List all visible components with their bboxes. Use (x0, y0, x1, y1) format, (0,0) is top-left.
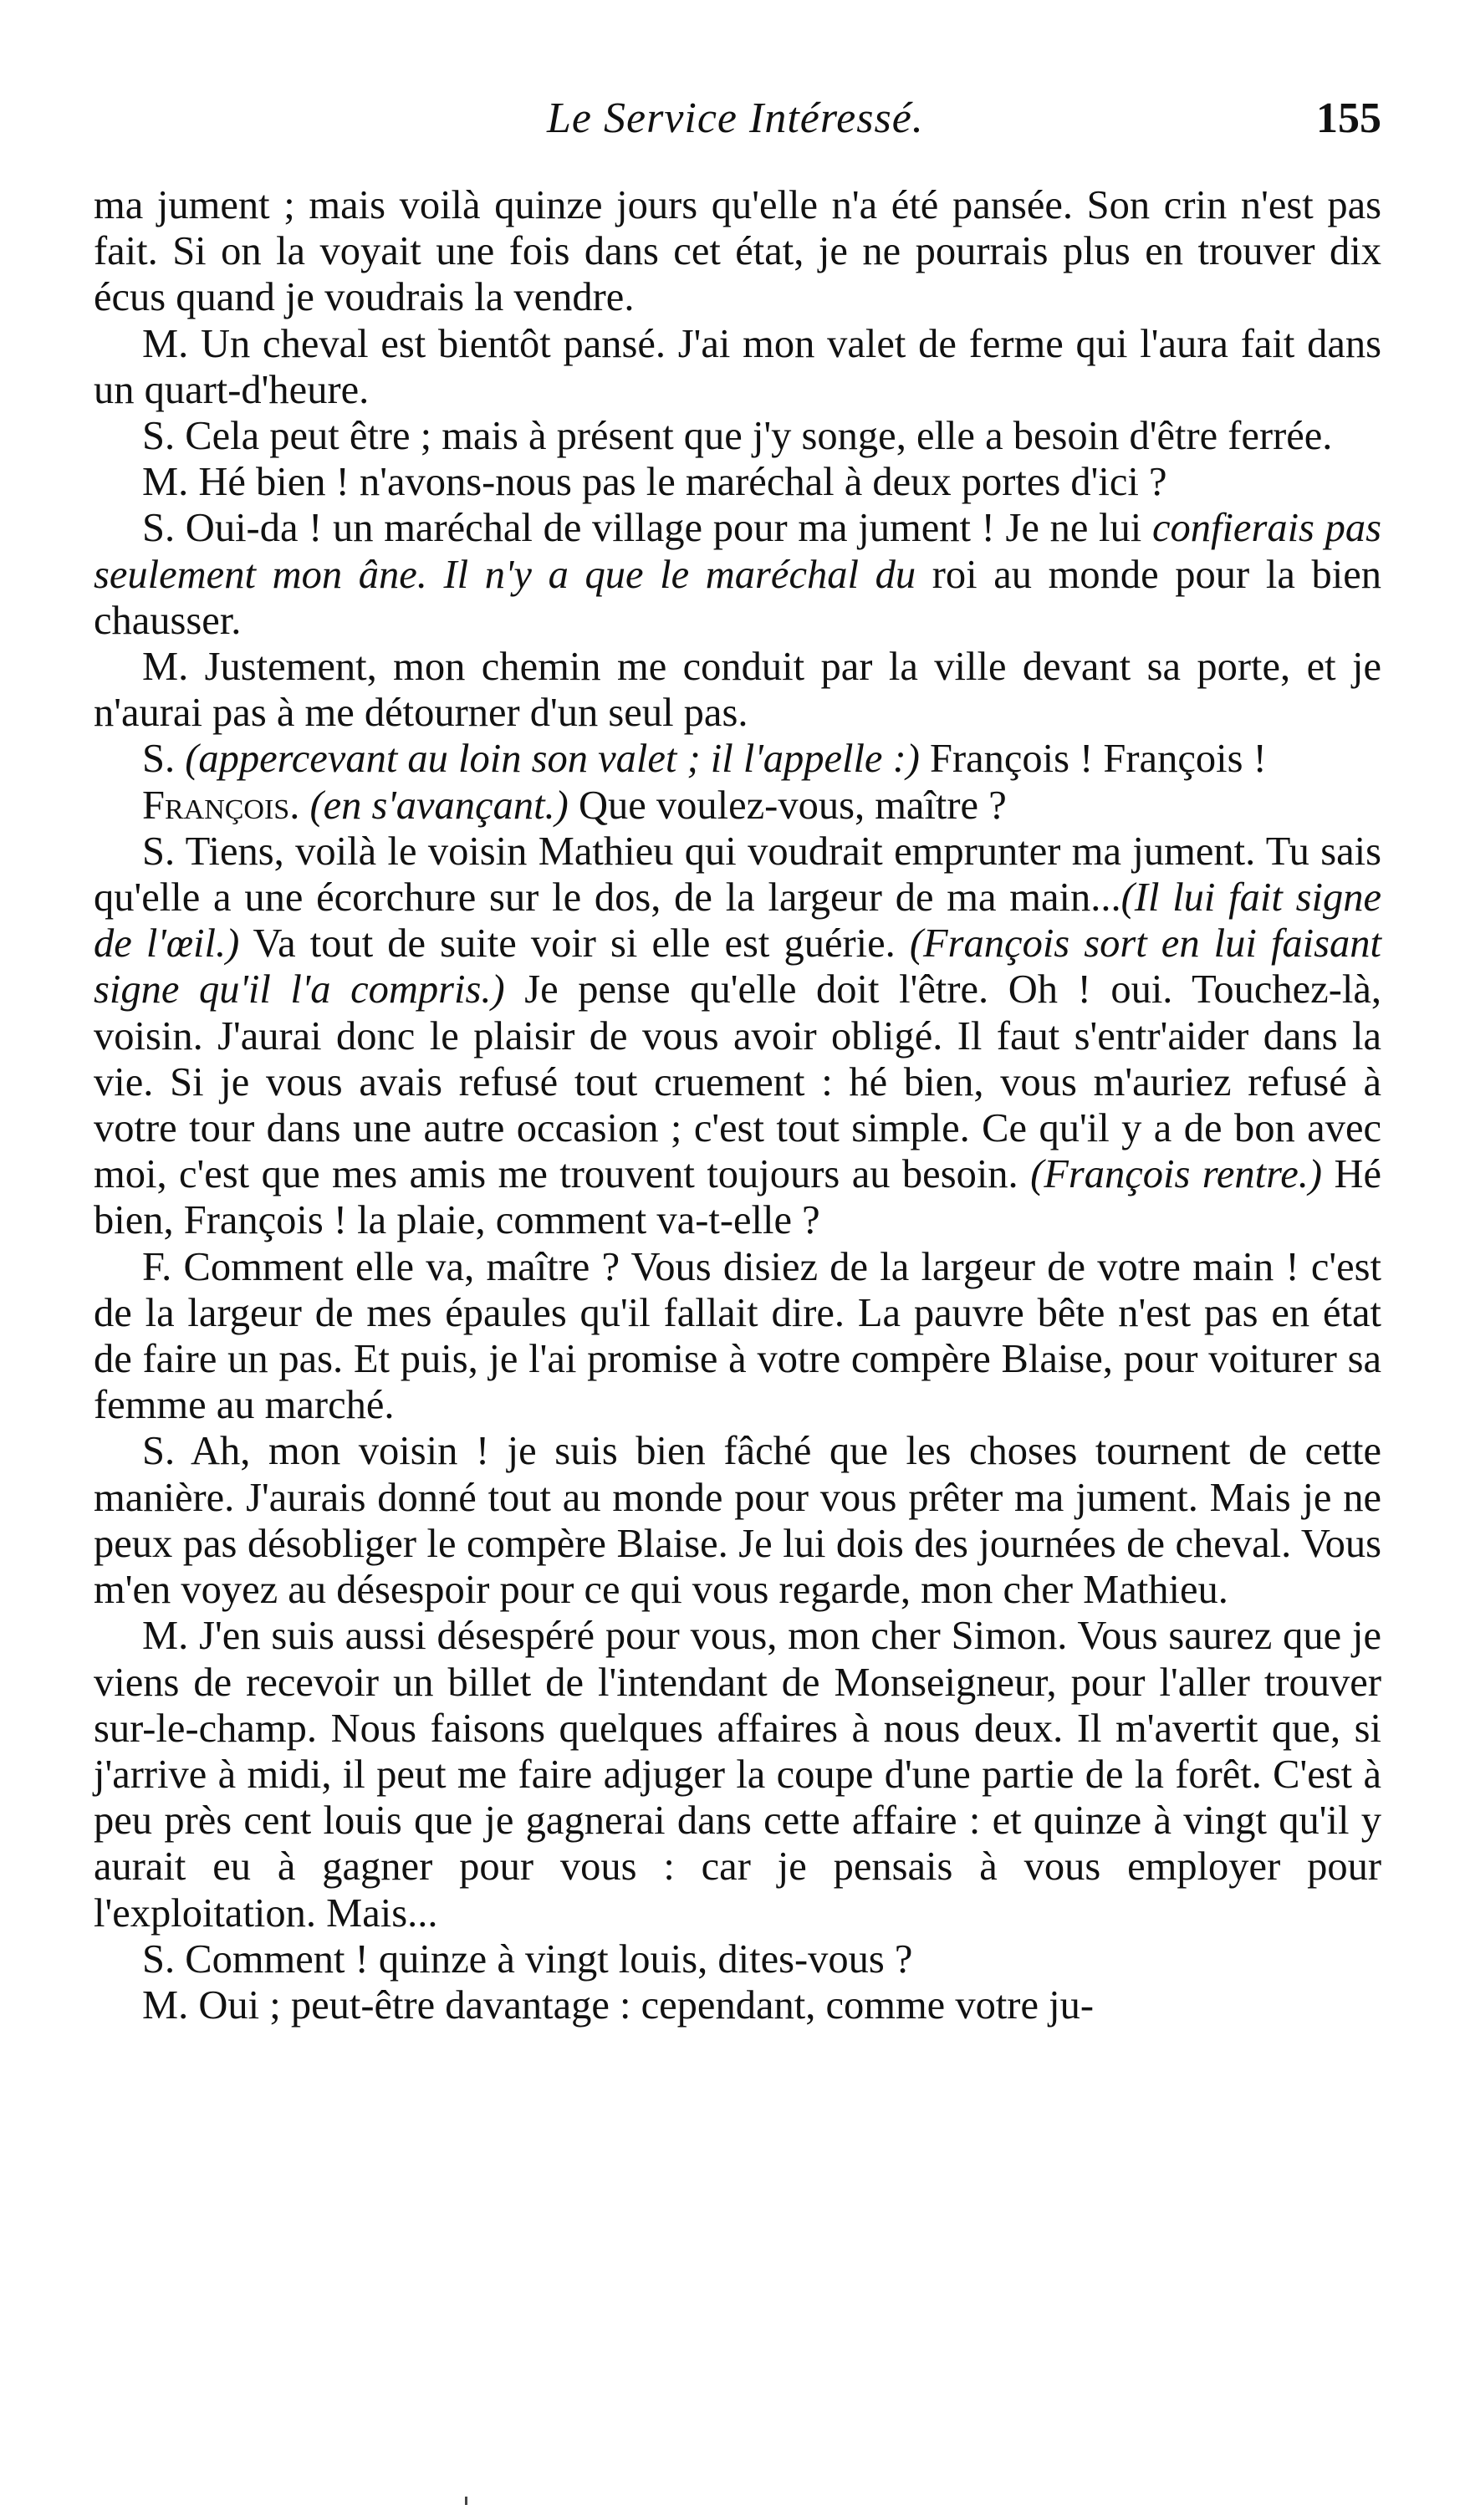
paragraph (94, 505, 1381, 644)
text-segment: F. Comment elle va, maître ? Vous disiez de la largeur de votre main ! c'est de la largeur de mes épaules qu'il fallait dire. La pauvre bête n'est pas en état de faire un pas. Et puis, je l'ai promise à votre compère Blaise, pour voiturer sa femme au marché. (94, 1244, 1381, 1428)
stage-direction: (François rentre.) (1030, 1152, 1323, 1197)
text-segment: S. Oui-da ! un maréchal de village pour ma jument ! Je ne lui (142, 506, 1152, 551)
text-segment: M. Un cheval est bientôt pansé. J'ai mon valet de ferme qui l'aura fait dans un quart-d'heure. (94, 321, 1381, 412)
paragraph (94, 1936, 1381, 1982)
text-segment: roi au monde pour la bien chausser. (94, 552, 1381, 643)
paragraph (94, 182, 1381, 321)
text-segment (299, 783, 309, 828)
text-segment: S. Ah, mon voisin ! je suis bien fâché que les choses tournent de cette manière. J'aurais donné tout au monde pour vous prêter ma jument. Mais je ne peux pas désobliger le compère Blaise. Je lui dois des journées de cheval. Vous m'en voyez au désespoir pour ce qui vous regarde, mon cher Mathieu. (94, 1429, 1381, 1613)
paragraph (94, 1244, 1381, 1429)
text-segment: François ! François ! (919, 737, 1267, 782)
ink-mark (465, 2497, 467, 2505)
running-title: Le Service Intéressé. (547, 94, 924, 142)
paragraph (94, 783, 1381, 829)
page-header (94, 94, 1381, 161)
text-segment: M. Justement, mon chemin me conduit par la ville devant sa porte, et je n'aurai pas à me détourner d'un seul pas. (94, 645, 1381, 736)
stage-direction: (François sort en lui faisant signe qu'il l'a compris.) (94, 921, 1381, 1013)
text-segment: Je pense qu'elle doit l'être. Oh ! oui. Touchez-là, voisin. J'aurai donc le plaisir de vous avoir obligé. Il faut s'entr'aider dans la vie. Si je vous avais refusé tout cruement : hé bien, vous m'auriez refusé à votre tour dans une autre occasion ; c'est tout simple. Ce qu'il y a de bon avec moi, c'est que mes amis me trouvent toujours au besoin. (94, 967, 1381, 1197)
paragraph (94, 644, 1381, 736)
text-segment: M. Oui ; peut-être davantage : cependant, comme votre ju- (142, 1982, 1094, 2028)
text-segment: S. Cela peut être ; mais à présent que j'y songe, elle a besoin d'être ferrée. (142, 414, 1333, 459)
page-number: 155 (1316, 94, 1381, 142)
paragraph (94, 829, 1381, 1244)
paragraph (94, 413, 1381, 459)
paragraph (94, 1982, 1381, 2028)
text-segment: S. (142, 737, 186, 782)
text-segment: S. Comment ! quinze à vingt louis, dites-vous ? (142, 1936, 913, 1982)
paragraph (94, 459, 1381, 505)
paragraph (94, 1428, 1381, 1613)
body-text (94, 182, 1381, 2028)
paragraph (94, 1613, 1381, 1936)
speaker-name: François. (142, 783, 300, 828)
text-segment: M. Hé bien ! n'avons-nous pas le maréchal à deux portes d'ici ? (142, 460, 1167, 505)
stage-direction: confierais pas seulement mon âne. Il n'y a que le maréchal du (94, 506, 1381, 597)
text-segment: S. Tiens, voilà le voisin Mathieu qui voudrait emprunter ma jument. Tu sais qu'elle a une écorchure sur le dos, de la largeur de ma main... (94, 829, 1381, 921)
stage-direction: (appercevant au loin son valet ; il l'appelle :) (185, 737, 920, 782)
stage-direction: (en s'avançant.) (309, 783, 569, 828)
stage-direction: (Il lui fait signe de l'œil.) (94, 875, 1381, 967)
text-segment: M. J'en suis aussi désespéré pour vous, mon cher Simon. Vous saurez que je viens de recevoir un billet de l'intendant de Monseigneur, pour l'aller trouver sur-le-champ. Nous faisons quelques affaires à nous deux. Il m'avertit que, si j'arrive à midi, il peut me faire adjuger la coupe d'une partie de la forêt. C'est à peu près cent louis que je gagnerai dans cette affaire : et quinze à vingt qu'il y aurait eu à gagner pour vous : car je pensais à vous employer pour l'exploitation. Mais... (94, 1614, 1381, 1936)
text-segment: Hé bien, François ! la plaie, comment va-t-elle ? (94, 1152, 1381, 1243)
text-segment: Va tout de suite voir si elle est guérie. (239, 921, 910, 967)
text-segment: ma jument ; mais voilà quinze jours qu'elle n'a été pansée. Son crin n'est pas fait. Si on la voyait une fois dans cet état, je ne pourrais plus en trouver dix écus quand je voudrais la vendre. (94, 183, 1381, 320)
paragraph (94, 321, 1381, 413)
paragraph (94, 736, 1381, 782)
text-segment: Que voulez-vous, maître ? (568, 783, 1007, 828)
